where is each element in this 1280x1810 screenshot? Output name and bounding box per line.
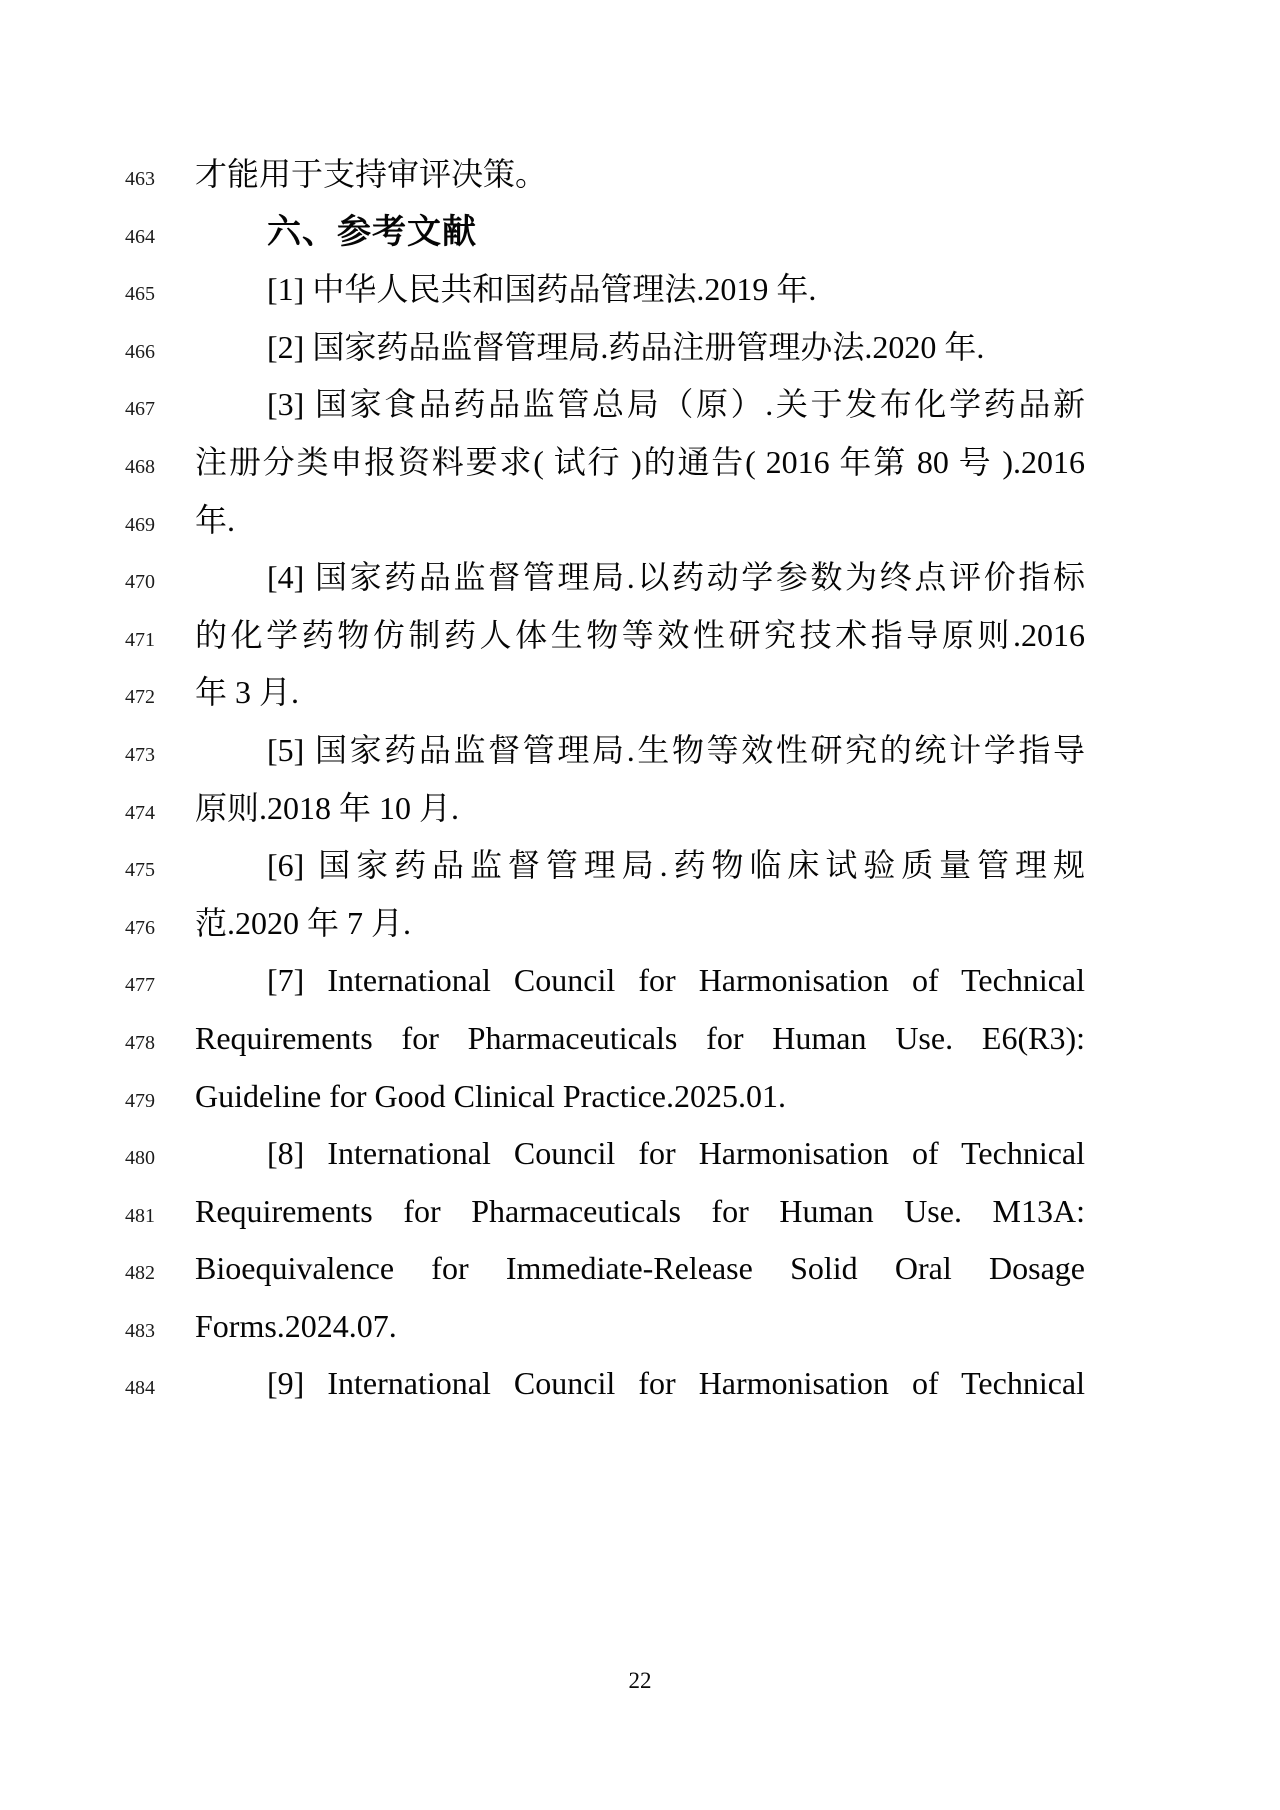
line-text: Requirements for Pharmaceuticals for Human Use. M13A: — [195, 1192, 1085, 1229]
line-text: Bioequivalence for Immediate-Release Solid Oral Dosage — [195, 1250, 1085, 1287]
line-text: 范.2020 年 7 月. — [195, 904, 412, 941]
line-text: Guideline for Good Clinical Practice.2025.01. — [195, 1077, 786, 1114]
document-line — [0, 549, 1280, 607]
line-number: 468 — [125, 455, 155, 478]
document-line — [0, 1355, 1280, 1413]
document-line — [0, 319, 1280, 377]
line-number: 484 — [125, 1377, 155, 1400]
document-line — [0, 1125, 1280, 1183]
line-number: 463 — [125, 168, 155, 190]
document-line — [0, 1010, 1280, 1068]
line-text: [9] International Council for Harmonisation of Technical — [267, 1365, 1085, 1402]
line-text: Forms.2024.07. — [195, 1307, 397, 1344]
line-number: 479 — [125, 1089, 155, 1112]
page-number: 22 — [628, 1668, 652, 1693]
line-number: 474 — [125, 801, 155, 824]
line-text: [4] 国家药品监督管理局.以药动学参数为终点评价指标 — [267, 559, 1085, 596]
document-line — [0, 1068, 1280, 1126]
line-text: [7] International Council for Harmonisation of Technical — [267, 962, 1085, 999]
line-text: 六、参考文献 — [267, 212, 477, 251]
document-line — [0, 895, 1280, 953]
document-line — [0, 837, 1280, 895]
line-number: 467 — [125, 398, 155, 421]
line-text: [2] 国家药品监督管理局.药品注册管理办法.2020 年. — [267, 328, 985, 365]
line-text: [5] 国家药品监督管理局.生物等效性研究的统计学指导 — [267, 731, 1085, 768]
line-text: Requirements for Pharmaceuticals for Human Use. E6(R3): — [195, 1019, 1085, 1056]
line-text: 的化学药物仿制药人体生物等效性研究技术指导原则.2016 — [195, 616, 1085, 653]
line-text: [6] 国家药品监督管理局.药物临床试验质量管理规 — [267, 847, 1085, 884]
line-number: 483 — [125, 1319, 155, 1342]
document-line — [0, 146, 1280, 204]
text-body — [0, 146, 1280, 1413]
line-text: [8] International Council for Harmonisation of Technical — [267, 1135, 1085, 1172]
document-line — [0, 434, 1280, 492]
document-line — [0, 376, 1280, 434]
document-line — [0, 492, 1280, 550]
line-number: 475 — [125, 859, 155, 882]
line-text: [1] 中华人民共和国药品管理法.2019 年. — [267, 271, 817, 308]
document-line — [0, 664, 1280, 722]
document-line — [0, 722, 1280, 780]
document-line — [0, 204, 1280, 262]
line-number: 480 — [125, 1147, 155, 1170]
line-number: 472 — [125, 686, 155, 709]
line-number: 481 — [125, 1204, 155, 1227]
page-footer — [0, 1668, 1280, 1694]
line-text: 注册分类申报资料要求( 试行 )的通告( 2016 年第 80 号 ).2016 — [195, 443, 1085, 480]
line-number: 471 — [125, 628, 155, 651]
line-number: 478 — [125, 1031, 155, 1054]
document-line — [0, 1183, 1280, 1241]
document-line — [0, 1240, 1280, 1298]
document-line — [0, 607, 1280, 665]
line-number: 465 — [125, 283, 155, 306]
document-line — [0, 952, 1280, 1010]
line-text: [3] 国家食品药品监管总局（原）.关于发布化学药品新 — [267, 386, 1085, 423]
line-number: 482 — [125, 1262, 155, 1285]
line-number: 470 — [125, 571, 155, 594]
line-text: 原则.2018 年 10 月. — [195, 789, 460, 826]
line-text: 年. — [195, 501, 236, 538]
line-number: 473 — [125, 743, 155, 766]
line-text: 年 3 月. — [195, 674, 300, 711]
line-number: 464 — [125, 225, 155, 248]
document-line — [0, 261, 1280, 319]
line-number: 469 — [125, 513, 155, 536]
line-number: 477 — [125, 974, 155, 997]
line-number: 466 — [125, 340, 155, 363]
document-line — [0, 1298, 1280, 1356]
document-line — [0, 780, 1280, 838]
line-text: 才能用于支持审评决策。 — [195, 156, 548, 192]
line-number: 476 — [125, 916, 155, 939]
